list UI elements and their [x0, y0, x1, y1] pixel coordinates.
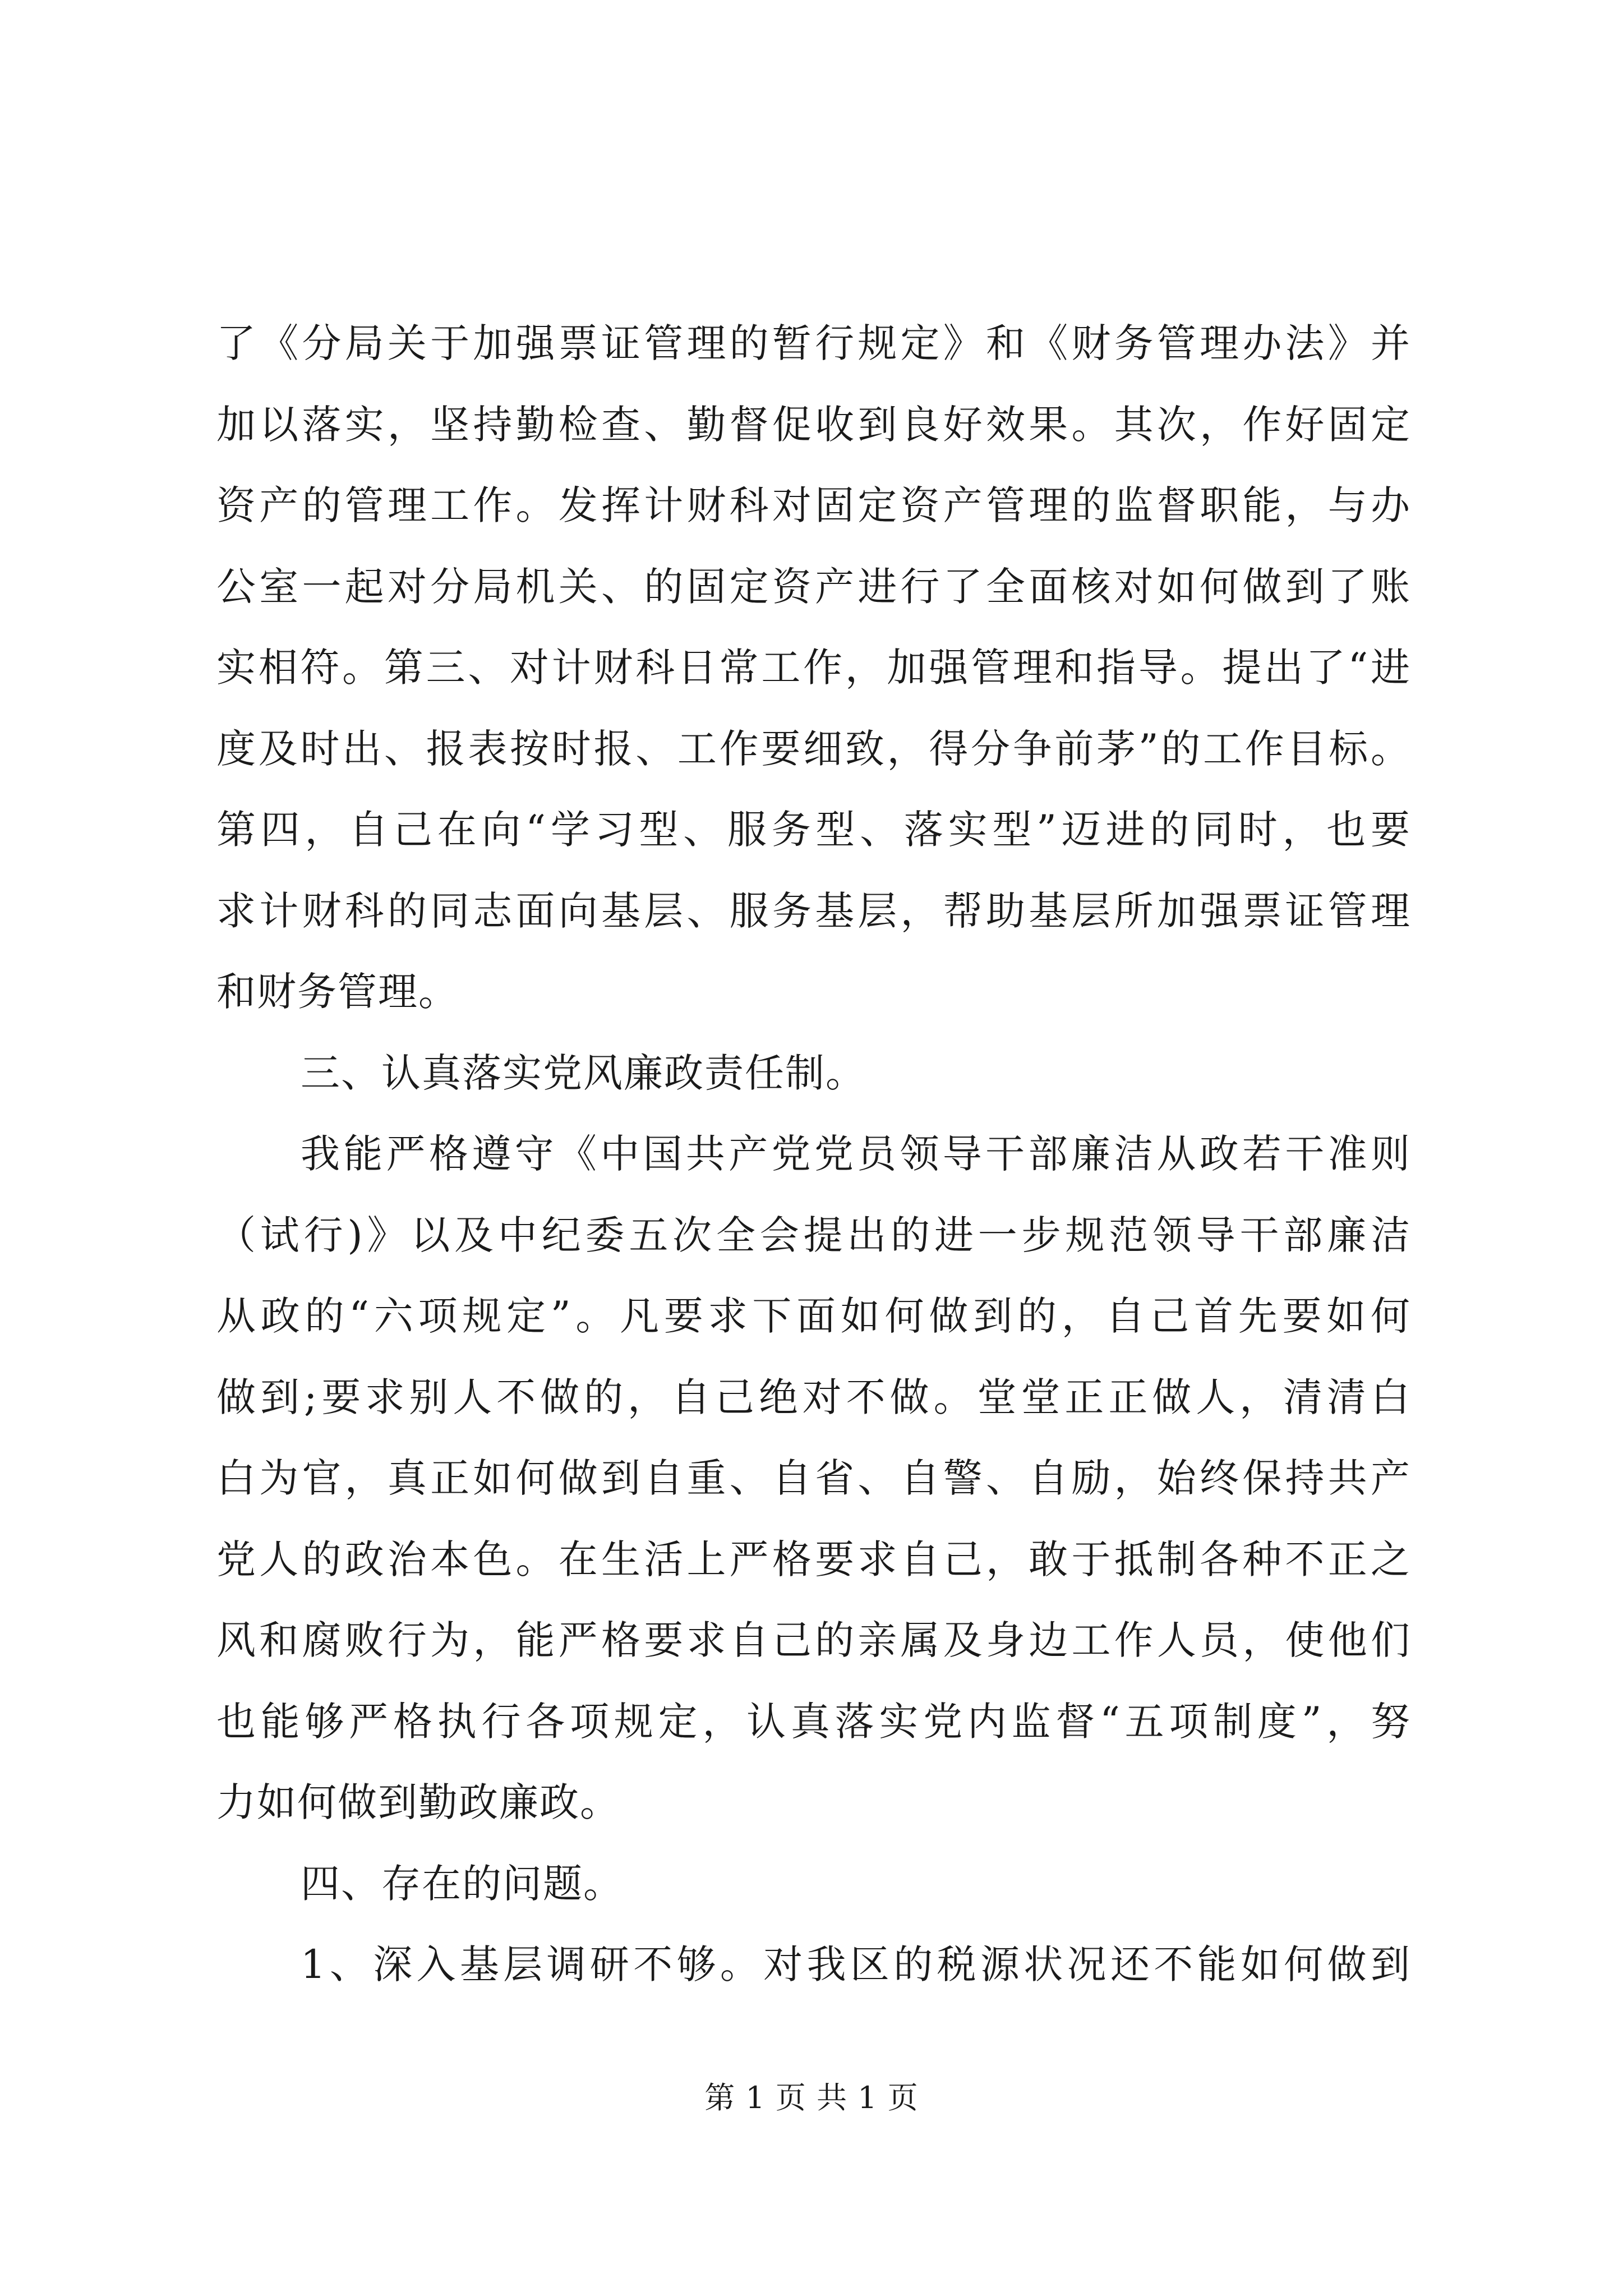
- document-body: [216, 303, 1411, 2005]
- text-line: 了《分局关于加强票证管理的暂行规定》和《财务管理办法》并: [216, 320, 1411, 366]
- page-footer: 第 1 页 共 1 页: [704, 2080, 919, 2115]
- text-line: 公室一起对分局机关、的固定资产进行了全面核对如何做到了账: [216, 563, 1411, 610]
- text-line: 四、存在的问题。: [301, 1860, 624, 1907]
- text-line: 力如何做到勤政廉政。: [216, 1779, 620, 1825]
- text-line: 求计财科的同志面向基层、服务基层，帮助基层所加强票证管理: [216, 887, 1411, 934]
- text-line: 度及时出、报表按时报、工作要细致，得分争前茅”的工作目标。: [216, 725, 1411, 772]
- text-line: 加以落实，坚持勤检查、勤督促收到良好效果。其次，作好固定: [216, 401, 1411, 448]
- text-line: 实相符。第三、对计财科日常工作，加强管理和指导。提出了“进: [216, 645, 1411, 691]
- text-line: 资产的管理工作。发挥计财科对固定资产管理的监督职能，与办: [216, 482, 1411, 528]
- text-line: 党人的政治本色。在生活上严格要求自己，敢于抵制各种不正之: [216, 1536, 1411, 1582]
- text-line: 三、认真落实党风廉政责任制。: [301, 1050, 866, 1096]
- text-line: 也能够严格执行各项规定，认真落实党内监督“五项制度”，努: [216, 1698, 1411, 1745]
- text-line: 我能严格遵守《中国共产党党员领导干部廉洁从政若干准则: [301, 1131, 1411, 1177]
- text-line: 风和腐败行为，能严格要求自己的亲属及身边工作人员，使他们: [216, 1617, 1411, 1663]
- text-line: 第四，自己在向“学习型、服务型、落实型”迈进的同时，也要: [216, 807, 1411, 853]
- text-line: 白为官，真正如何做到自重、自省、自警、自励，始终保持共产: [216, 1455, 1411, 1501]
- text-line: 做到;要求别人不做的，自己绝对不做。堂堂正正做人，清清白: [216, 1374, 1411, 1420]
- text-line: 1、深入基层调研不够。对我区的税源状况还不能如何做到: [301, 1941, 1411, 1987]
- text-line: 和财务管理。: [216, 969, 459, 1015]
- text-line: （试行)》以及中纪委五次全会提出的进一步规范领导干部廉洁: [216, 1212, 1411, 1258]
- text-line: 从政的“六项规定”。凡要求下面如何做到的，自己首先要如何: [216, 1293, 1411, 1339]
